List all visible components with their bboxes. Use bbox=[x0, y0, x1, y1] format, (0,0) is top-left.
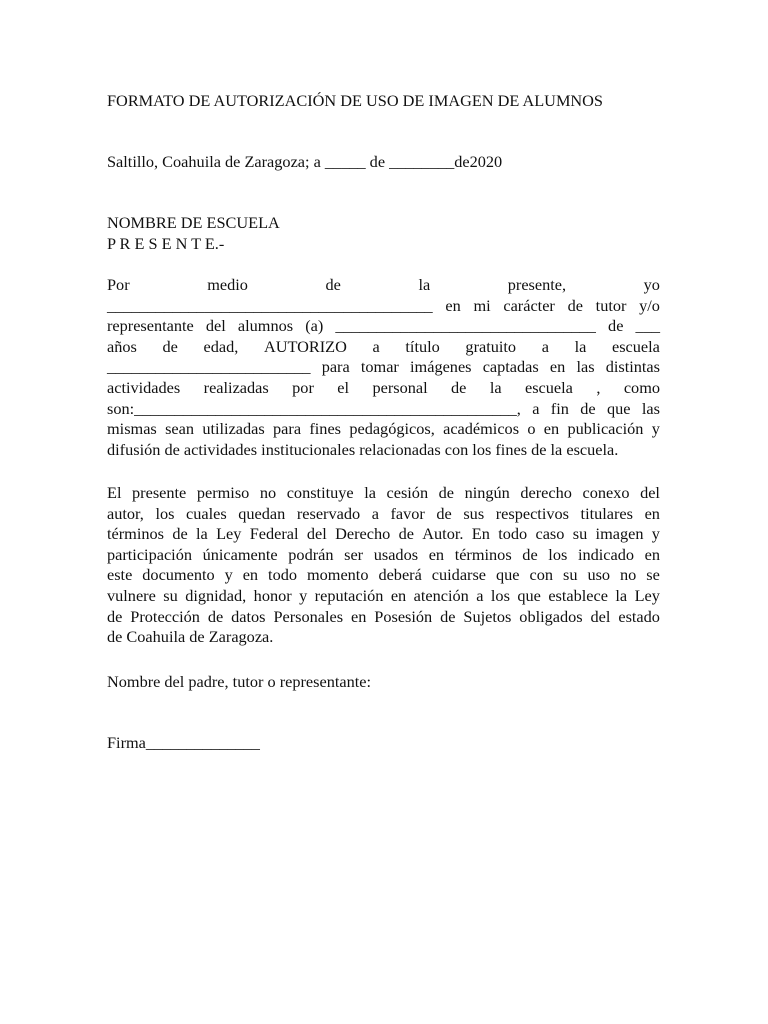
paragraph-line bbox=[107, 399, 660, 420]
word: años bbox=[107, 336, 137, 356]
word: que bbox=[517, 585, 541, 605]
word: para bbox=[273, 419, 302, 439]
authorization-paragraph bbox=[107, 275, 660, 460]
paragraph-line bbox=[107, 357, 660, 378]
word: caso bbox=[535, 524, 565, 544]
word: académicos bbox=[443, 419, 520, 439]
word: a bbox=[541, 336, 549, 356]
word: datos bbox=[231, 606, 266, 626]
word: de bbox=[608, 316, 624, 336]
word: de bbox=[398, 524, 414, 544]
paragraph-line bbox=[107, 337, 660, 358]
word: representante bbox=[107, 316, 194, 336]
word: alumnos bbox=[237, 316, 294, 336]
word: su bbox=[572, 524, 588, 544]
word: actividades bbox=[107, 377, 181, 397]
word: Ley bbox=[634, 585, 660, 605]
word: difusión de actividades institucionales relacionadas con los fines de la escuela. bbox=[107, 439, 619, 459]
word: del bbox=[306, 524, 327, 544]
word: en bbox=[351, 606, 367, 626]
word: En bbox=[471, 524, 490, 544]
word: imagen bbox=[595, 524, 644, 544]
word: que bbox=[606, 398, 631, 418]
word: términos bbox=[454, 544, 512, 564]
word: de bbox=[162, 336, 178, 356]
word: ________________________________ bbox=[335, 316, 596, 336]
word: gratuito bbox=[465, 336, 517, 356]
word: podrán bbox=[288, 544, 334, 564]
word: cesión bbox=[386, 483, 429, 502]
word: que bbox=[496, 565, 520, 585]
word: presente, bbox=[507, 275, 567, 294]
word: título bbox=[405, 336, 440, 356]
word: favor bbox=[390, 503, 425, 523]
word: su bbox=[163, 585, 178, 605]
word: participación bbox=[107, 544, 192, 564]
word: sean bbox=[165, 419, 195, 439]
word: a bbox=[532, 398, 540, 418]
word: carácter bbox=[503, 295, 555, 315]
word: a bbox=[476, 585, 484, 605]
word: como bbox=[623, 377, 660, 397]
word: distintas bbox=[605, 357, 660, 377]
word: Por bbox=[107, 275, 130, 294]
word: a bbox=[371, 503, 379, 523]
word: establece bbox=[548, 585, 608, 605]
word: AUTORIZO bbox=[263, 336, 347, 356]
word: momento bbox=[306, 565, 369, 585]
word: estado bbox=[618, 606, 660, 626]
word: obligados bbox=[519, 606, 583, 626]
word: no bbox=[620, 565, 637, 585]
word: atención bbox=[413, 585, 469, 605]
word: sus bbox=[463, 503, 485, 523]
word: del bbox=[590, 606, 611, 626]
word: la bbox=[489, 377, 502, 397]
word: a bbox=[372, 336, 380, 356]
word: El bbox=[107, 483, 122, 502]
word: reputación bbox=[314, 585, 384, 605]
word: Autor. bbox=[422, 524, 464, 544]
word: los bbox=[490, 585, 510, 605]
word: y/o bbox=[639, 295, 660, 315]
word: escuela bbox=[611, 336, 660, 356]
paragraph-line bbox=[107, 545, 660, 566]
paragraph-line bbox=[107, 275, 660, 296]
word: en bbox=[445, 295, 461, 315]
word: para bbox=[321, 357, 350, 377]
word: en bbox=[549, 357, 566, 377]
word: Ley bbox=[216, 524, 242, 544]
word: la bbox=[418, 275, 431, 294]
word: reservado bbox=[296, 503, 361, 523]
paragraph-line bbox=[107, 524, 660, 545]
word: realizadas bbox=[203, 377, 269, 397]
word: de bbox=[207, 606, 224, 626]
word: imágenes bbox=[410, 357, 472, 377]
word: del bbox=[205, 316, 226, 336]
word: y bbox=[299, 585, 308, 605]
word: los bbox=[548, 544, 568, 564]
word: y bbox=[224, 565, 233, 585]
paragraph-line bbox=[107, 607, 660, 628]
word: presente bbox=[132, 483, 187, 502]
word: honor bbox=[253, 585, 292, 605]
word: todo bbox=[268, 565, 297, 585]
word: son:_______________________________________________, bbox=[107, 398, 521, 418]
word: la bbox=[196, 524, 208, 544]
word: de bbox=[522, 544, 538, 564]
addressee-school-name: NOMBRE DE ESCUELA bbox=[107, 213, 280, 232]
paragraph-line bbox=[107, 440, 660, 461]
word: en bbox=[644, 503, 660, 523]
word: en bbox=[644, 544, 660, 564]
word: de bbox=[567, 295, 583, 315]
word: constituye bbox=[286, 483, 354, 502]
paragraph-line bbox=[107, 378, 660, 399]
word: de bbox=[325, 275, 341, 294]
word: de bbox=[172, 524, 188, 544]
word: de bbox=[436, 503, 452, 523]
word: el bbox=[337, 377, 350, 397]
word: su bbox=[562, 565, 578, 585]
word: de bbox=[580, 398, 596, 418]
word: Sujetos bbox=[463, 606, 512, 626]
paragraph-line bbox=[107, 483, 660, 504]
word: Posesión bbox=[374, 606, 433, 626]
word: los bbox=[155, 503, 175, 523]
word: dignidad, bbox=[185, 585, 247, 605]
word: con bbox=[529, 565, 554, 585]
paragraph-line bbox=[107, 296, 660, 317]
word: tutor bbox=[595, 295, 627, 315]
word: uso bbox=[587, 565, 611, 585]
word: ser bbox=[344, 544, 364, 564]
word: titulares bbox=[580, 503, 633, 523]
word: publicación bbox=[567, 419, 644, 439]
word: por bbox=[292, 377, 314, 397]
word: yo bbox=[643, 275, 660, 294]
paragraph-line bbox=[107, 419, 660, 440]
word: Protección bbox=[130, 606, 200, 626]
word: , bbox=[596, 377, 601, 397]
word: fines bbox=[309, 419, 342, 439]
word: todo bbox=[498, 524, 528, 544]
paragraph-line bbox=[107, 627, 660, 648]
word: cuidarse bbox=[431, 565, 487, 585]
word: y bbox=[651, 419, 660, 439]
word: escuela bbox=[525, 377, 573, 397]
word: de Coahuila de Zaragoza. bbox=[107, 627, 274, 647]
word: únicamente bbox=[202, 544, 278, 564]
word: autor, bbox=[107, 503, 144, 523]
paragraph-line bbox=[107, 586, 660, 607]
word: derecho bbox=[520, 483, 572, 502]
word: quedan bbox=[238, 503, 286, 523]
word: en bbox=[428, 544, 445, 564]
word: (a) bbox=[305, 316, 324, 336]
word: mismas bbox=[107, 419, 157, 439]
word: vulnere bbox=[107, 585, 156, 605]
word: ningún bbox=[464, 483, 510, 502]
word: Derecho bbox=[335, 524, 391, 544]
word: utilizadas bbox=[202, 419, 265, 439]
word: fin bbox=[550, 398, 569, 418]
signature-line: Firma______________ bbox=[107, 733, 260, 752]
word: la bbox=[574, 336, 587, 356]
word: permiso bbox=[196, 483, 250, 502]
word: este bbox=[107, 565, 133, 585]
word: Personales bbox=[273, 606, 344, 626]
word: Federal bbox=[249, 524, 299, 544]
word: la bbox=[364, 483, 376, 502]
place-date-line: Saltillo, Coahuila de Zaragoza; a _____ de ________de2020 bbox=[107, 152, 503, 171]
word: la bbox=[615, 585, 628, 605]
word: o bbox=[527, 419, 536, 439]
word: medio bbox=[207, 275, 248, 294]
word: no bbox=[259, 483, 277, 502]
word: en bbox=[242, 565, 259, 585]
word: las bbox=[641, 398, 660, 418]
word: de bbox=[440, 606, 456, 626]
word: _________________________ bbox=[107, 357, 311, 377]
word: pedagógicos, bbox=[349, 419, 435, 439]
word: respectivos bbox=[495, 503, 569, 523]
paragraph-line bbox=[107, 316, 660, 337]
word: del bbox=[640, 483, 660, 502]
word: ___ bbox=[635, 316, 660, 336]
word: deberá bbox=[378, 565, 422, 585]
word: ________________________________________ bbox=[107, 295, 433, 315]
rights-paragraph bbox=[107, 483, 660, 648]
presente-line: P R E S E N T E.- bbox=[107, 234, 225, 253]
word: de bbox=[107, 606, 123, 626]
word: documento bbox=[142, 565, 215, 585]
word: y bbox=[651, 524, 660, 544]
word: de bbox=[451, 377, 467, 397]
word: en bbox=[390, 585, 407, 605]
word: las bbox=[576, 357, 595, 377]
paragraph-line bbox=[107, 504, 660, 525]
word: se bbox=[646, 565, 660, 585]
word: cuales bbox=[186, 503, 227, 523]
word: en bbox=[543, 419, 560, 439]
document-title: FORMATO DE AUTORIZACIÓN DE USO DE IMAGEN DE ALUMNOS bbox=[107, 91, 603, 110]
word: de bbox=[438, 483, 455, 502]
word: edad, bbox=[203, 336, 239, 356]
word: personal bbox=[372, 377, 428, 397]
paragraph-line bbox=[107, 565, 660, 586]
word: indicado bbox=[577, 544, 634, 564]
parent-name-label: Nombre del padre, tutor o representante: bbox=[107, 672, 372, 691]
word: captadas bbox=[482, 357, 539, 377]
word: conexo bbox=[582, 483, 630, 502]
word: términos bbox=[107, 524, 164, 544]
word: usados bbox=[373, 544, 419, 564]
word: tomar bbox=[360, 357, 399, 377]
word: mi bbox=[473, 295, 491, 315]
